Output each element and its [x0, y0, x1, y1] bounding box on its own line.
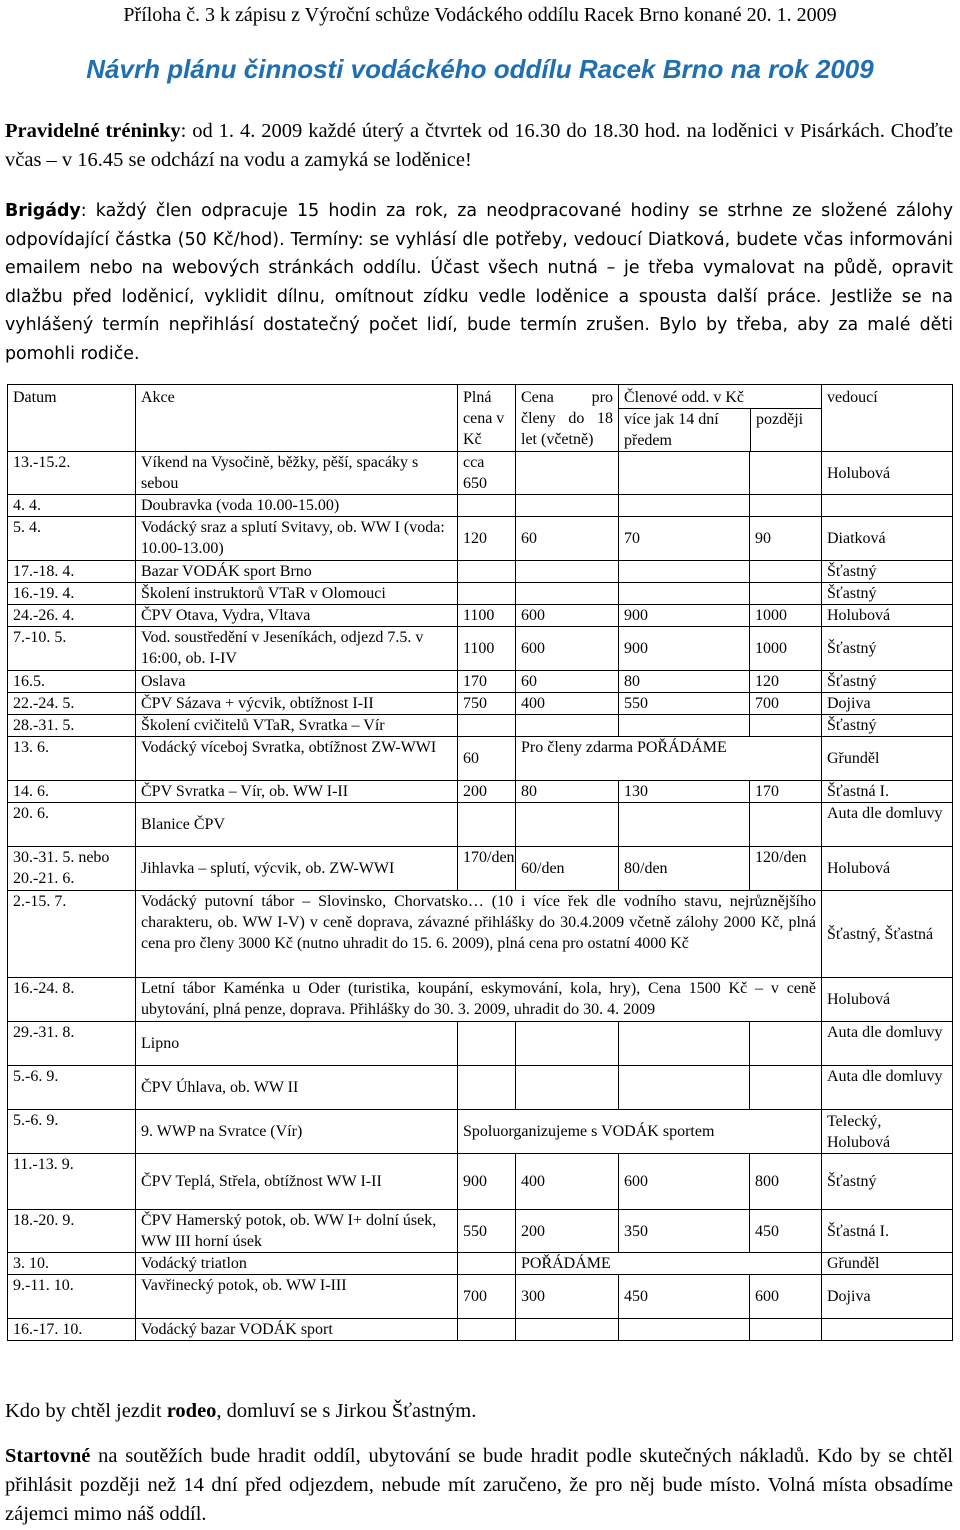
startovne-paragraph [5, 1442, 953, 1529]
row-note: Spoluorganizujeme s VODÁK sportem [458, 1110, 822, 1154]
row-leader: Auta dle domluvy [822, 1066, 953, 1110]
row-cell [516, 1066, 619, 1110]
row-pozdeji: 170 [750, 781, 822, 803]
row-akce: Blanice ČPV [136, 803, 458, 847]
row-clen: 300 [516, 1275, 619, 1319]
row-pozdeji: 700 [750, 693, 822, 715]
row-cell [750, 1022, 822, 1066]
header-cena-clenove: Cena pro členy do 18 let (včetně) [516, 385, 619, 452]
row-cell [619, 561, 750, 583]
row-cell [458, 495, 516, 517]
row-leader: Holubová [822, 847, 953, 891]
row-plna: 750 [458, 693, 516, 715]
row-date: 29.-31. 8. [8, 1022, 136, 1066]
row-cell [750, 1066, 822, 1110]
row-leader: Gřunděl [822, 1253, 953, 1275]
header-akce: Akce [136, 385, 458, 452]
row-date: 13.-15.2. [8, 452, 136, 495]
header-clenove-label: Členové odd. v Kč [624, 389, 744, 406]
training-paragraph [5, 117, 953, 175]
row-leader: Gřunděl [822, 737, 953, 781]
row-cell [458, 1253, 516, 1275]
row-cell [458, 1319, 516, 1341]
row-plna: 200 [458, 781, 516, 803]
row-akce: ČPV Hamerský potok, ob. WW I+ dolní úsek, WW III horní úsek [136, 1210, 458, 1253]
row-vice: 130 [619, 781, 750, 803]
row-plna: 900 [458, 1154, 516, 1210]
table-row [8, 715, 953, 737]
row-leader: Šťastný [822, 715, 953, 737]
row-plna: 700 [458, 1275, 516, 1319]
row-cell [458, 803, 516, 847]
row-clen: 200 [516, 1210, 619, 1253]
row-leader: Šťastný [822, 561, 953, 583]
row-date: 2.-15. 7. [8, 891, 136, 978]
table-row [8, 583, 953, 605]
row-date: 13. 6. [8, 737, 136, 781]
row-leader: Šťastná I. [822, 781, 953, 803]
row-cell [516, 1022, 619, 1066]
row-note: POŘÁDÁME [516, 1253, 822, 1275]
row-plna: 170 [458, 671, 516, 693]
row-cell [822, 1319, 953, 1341]
row-clen: 400 [516, 1154, 619, 1210]
row-date: 16.-17. 10. [8, 1319, 136, 1341]
row-akce: 9. WWP na Svratce (Vír) [136, 1110, 458, 1154]
table-row [8, 605, 953, 627]
row-cell [750, 583, 822, 605]
row-cell [458, 561, 516, 583]
row-date: 14. 6. [8, 781, 136, 803]
row-date: 20. 6. [8, 803, 136, 847]
header-vedouci: vedoucí [822, 385, 953, 452]
row-cell [516, 452, 619, 495]
rodeo-text-post: , domluví se s Jirkou Šťastným. [216, 1400, 477, 1422]
row-cell [750, 495, 822, 517]
rodeo-text-pre: Kdo by chtěl jezdit [5, 1400, 167, 1422]
row-cell [750, 715, 822, 737]
row-clen: 400 [516, 693, 619, 715]
row-date: 30.-31. 5. nebo 20.-21. 6. [8, 847, 136, 891]
table-row [8, 693, 953, 715]
row-date: 11.-13. 9. [8, 1154, 136, 1210]
row-cell [516, 561, 619, 583]
row-pozdeji: 800 [750, 1154, 822, 1210]
row-vice: 70 [619, 517, 750, 561]
row-vice: 80/den [619, 847, 750, 891]
table-row [8, 452, 953, 495]
table-row [8, 1022, 953, 1066]
row-cell [619, 583, 750, 605]
header-datum: Datum [8, 385, 136, 452]
row-plna: 60 [458, 737, 516, 781]
header-pozdeji: později [756, 411, 804, 428]
table-row [8, 517, 953, 561]
header-vice-jak: více jak 14 dní předem [619, 409, 751, 451]
row-vice: 600 [619, 1154, 750, 1210]
row-date: 9.-11. 10. [8, 1275, 136, 1319]
row-cell [619, 803, 750, 847]
table-row [8, 671, 953, 693]
row-leader: Šťastný, Šťastná [822, 891, 953, 978]
row-date: 17.-18. 4. [8, 561, 136, 583]
row-akce: Vodácký bazar VODÁK sport [136, 1319, 458, 1341]
row-cell [750, 803, 822, 847]
row-cell [619, 1066, 750, 1110]
row-cell [516, 803, 619, 847]
table-header-row [8, 385, 953, 452]
activity-plan-table [7, 384, 953, 1341]
table-row [8, 891, 953, 978]
table-row [8, 627, 953, 671]
row-cell [750, 1319, 822, 1341]
row-vice: 80 [619, 671, 750, 693]
table-row [8, 737, 953, 781]
row-pozdeji: 120/den [750, 847, 822, 891]
row-note: Pro členy zdarma POŘÁDÁME [516, 737, 822, 781]
brigades-label: Brigády [5, 201, 81, 221]
row-akce: Jihlavka – splutí, výcvik, ob. ZW-WWI [136, 847, 458, 891]
row-leader: Šťastný [822, 671, 953, 693]
table-row [8, 1275, 953, 1319]
row-leader: Šťastná I. [822, 1210, 953, 1253]
row-plna: 550 [458, 1210, 516, 1253]
row-cell [619, 715, 750, 737]
row-akce: Vodácký sraz a splutí Svitavy, ob. WW I (voda: 10.00-13.00) [136, 517, 458, 561]
row-clen: 60 [516, 671, 619, 693]
table-row [8, 1253, 953, 1275]
row-akce: ČPV Svratka – Vír, ob. WW I-II [136, 781, 458, 803]
row-clen: 60 [516, 517, 619, 561]
row-pozdeji: 90 [750, 517, 822, 561]
row-akce: ČPV Teplá, Střela, obtížnost WW I-II [136, 1154, 458, 1210]
row-akce: Oslava [136, 671, 458, 693]
row-cell [516, 495, 619, 517]
row-cell [619, 495, 750, 517]
row-leader: Auta dle domluvy [822, 1022, 953, 1066]
table-row [8, 1110, 953, 1154]
row-date: 3. 10. [8, 1253, 136, 1275]
row-cell [458, 715, 516, 737]
row-leader: Telecký, Holubová [822, 1110, 953, 1154]
row-akce: Vavřinecký potok, ob. WW I-III [136, 1275, 458, 1319]
row-akce: Bazar VODÁK sport Brno [136, 561, 458, 583]
row-akce: Doubravka (voda 10.00-15.00) [136, 495, 458, 517]
row-plna: cca 650 [458, 452, 516, 495]
row-cell [750, 561, 822, 583]
table-row [8, 978, 953, 1022]
row-cell [516, 715, 619, 737]
row-cell [619, 1022, 750, 1066]
row-plna: 1100 [458, 605, 516, 627]
table-row [8, 1319, 953, 1341]
row-plna: 120 [458, 517, 516, 561]
row-akce: Vod. soustředění v Jeseníkách, odjezd 7.5. v 16:00, ob. I-IV [136, 627, 458, 671]
row-vice: 900 [619, 605, 750, 627]
table-row [8, 1154, 953, 1210]
row-cell [750, 452, 822, 495]
row-clen: 600 [516, 627, 619, 671]
training-text: : od 1. 4. 2009 každé úterý a čtvrtek od 16.30 do 18.30 hod. na loděnici v Pisárkách. Choďte včas – v 16.45 se odchází na vodu a zamyká se loděnice! [5, 120, 954, 171]
row-leader: Holubová [822, 605, 953, 627]
table-row [8, 1066, 953, 1110]
row-cell [822, 495, 953, 517]
row-pozdeji: 120 [750, 671, 822, 693]
row-leader: Šťastný [822, 1154, 953, 1210]
row-leader: Šťastný [822, 583, 953, 605]
row-vice: 550 [619, 693, 750, 715]
startovne-label: Startovné [5, 1445, 91, 1467]
table-row [8, 561, 953, 583]
table-row [8, 847, 953, 891]
row-vice: 450 [619, 1275, 750, 1319]
row-date: 24.-26. 4. [8, 605, 136, 627]
rodeo-label: rodeo [166, 1400, 217, 1422]
row-leader: Holubová [822, 452, 953, 495]
row-date: 22.-24. 5. [8, 693, 136, 715]
row-cell [458, 1066, 516, 1110]
row-clen: 600 [516, 605, 619, 627]
row-date: 7.-10. 5. [8, 627, 136, 671]
row-akce: Vodácký putovní tábor – Slovinsko, Chorvatsko… (10 i více řek dle vodního stavu, nejrůznějšího charakteru, ob. WW I-V) v ceně doprava, závazné přihlášky do 30.4.2009 včetně zálohy 2000 Kč, plná cena pro členy 3000 Kč (nutno uhradit do 15. 6. 2009), plná cena pro ostatní 4000 Kč [136, 891, 822, 978]
row-date: 16.5. [8, 671, 136, 693]
row-pozdeji: 1000 [750, 605, 822, 627]
startovne-text: na soutěžích bude hradit oddíl, ubytování se bude hradit podle skutečných nákladů. Kdo by se chtěl přihlásit později než 14 dní před odjezdem, nebude mít zaručeno, že pro něj bude místo. Volná místa obsadíme zájemci mimo náš oddíl. [5, 1445, 953, 1525]
row-akce: Lipno [136, 1022, 458, 1066]
row-akce: Letní tábor Kaménka u Oder (turistika, koupání, eskymování, kola, hry), Cena 1500 Kč – v ceně ubytování, plná penze, doprava. Přihlášky do 30. 3. 2009, uhradit do 30. 4. 2009 [136, 978, 822, 1022]
row-date: 18.-20. 9. [8, 1210, 136, 1253]
row-leader: Holubová [822, 978, 953, 1022]
brigades-paragraph [5, 197, 953, 369]
row-date: 5.-6. 9. [8, 1066, 136, 1110]
row-akce: Vodácký triatlon [136, 1253, 458, 1275]
row-akce: ČPV Sázava + výcvik, obtížnost I-II [136, 693, 458, 715]
row-leader: Šťastný [822, 627, 953, 671]
row-akce: Víkend na Vysočině, běžky, pěší, spacáky s sebou [136, 452, 458, 495]
row-leader: Auta dle domluvy [822, 803, 953, 847]
row-pozdeji: 450 [750, 1210, 822, 1253]
row-plna: 170/den [458, 847, 516, 891]
table-row [8, 781, 953, 803]
row-vice: 350 [619, 1210, 750, 1253]
row-clen: 80 [516, 781, 619, 803]
row-cell [619, 452, 750, 495]
row-akce: ČPV Úhlava, ob. WW II [136, 1066, 458, 1110]
row-pozdeji: 1000 [750, 627, 822, 671]
row-cell [458, 1022, 516, 1066]
document-title: Návrh plánu činnosti vodáckého oddílu Racek Brno na rok 2009 [86, 54, 874, 84]
row-leader: Dojiva [822, 1275, 953, 1319]
table-row [8, 1210, 953, 1253]
rodeo-paragraph [5, 1397, 953, 1426]
training-label: Pravidelné tréninky [5, 120, 181, 142]
row-date: 5. 4. [8, 517, 136, 561]
table-row [8, 803, 953, 847]
attachment-line: Příloha č. 3 k zápisu z Výroční schůze Vodáckého oddílu Racek Brno konané 20. 1. 2009 [123, 4, 837, 26]
row-akce: Školení instruktorů VTaR v Olomouci [136, 583, 458, 605]
row-cell [516, 1319, 619, 1341]
table-row [8, 495, 953, 517]
row-date: 5.-6. 9. [8, 1110, 136, 1154]
row-leader: Dojiva [822, 693, 953, 715]
row-cell [619, 1319, 750, 1341]
row-cell [458, 583, 516, 605]
brigades-text: : každý člen odpracuje 15 hodin za rok, za neodpracované hodiny se strhne ze složené zálohy odpovídající částka (50 Kč/hod). Termíny: se vyhlásí dle potřeby, vedoucí Diatková, budete včas informováni emailem nebo na webových stránkách oddílu. Účast všech nutná – je třeba vymalovat na půdě, opravit dlažbu před loděnicí, vyklidit dílnu, omítnout zídku vedle loděnice a spousta další práce. Jestliže se na vyhlášený termín nepřihlásí dostatečný počet lidí, bude termín zrušen. Bylo by třeba, aby za malé děti pomohli rodiče. [5, 201, 953, 364]
row-akce: Školení cvičitelů VTaR, Svratka – Vír [136, 715, 458, 737]
header-clenove-odd [619, 385, 822, 452]
row-date: 4. 4. [8, 495, 136, 517]
row-akce: Vodácký víceboj Svratka, obtížnost ZW-WWI [136, 737, 458, 781]
row-cell [516, 583, 619, 605]
row-clen: 60/den [516, 847, 619, 891]
row-leader: Diatková [822, 517, 953, 561]
header-plna-cena: Plná cena v Kč [458, 385, 516, 452]
row-date: 16.-19. 4. [8, 583, 136, 605]
row-vice: 900 [619, 627, 750, 671]
row-plna: 1100 [458, 627, 516, 671]
row-pozdeji: 600 [750, 1275, 822, 1319]
row-date: 16.-24. 8. [8, 978, 136, 1022]
row-date: 28.-31. 5. [8, 715, 136, 737]
row-akce: ČPV Otava, Vydra, Vltava [136, 605, 458, 627]
